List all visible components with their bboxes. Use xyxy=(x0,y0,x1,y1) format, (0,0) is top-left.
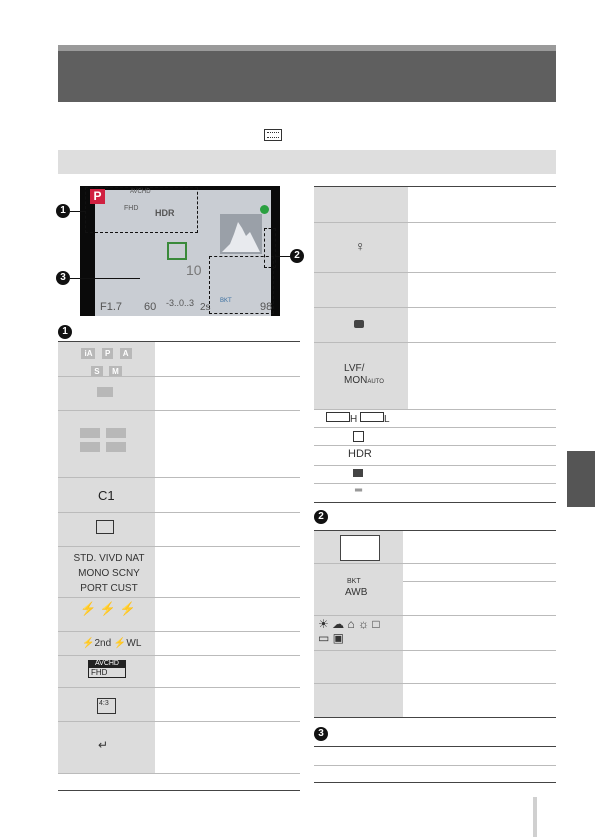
chapter-tab xyxy=(567,451,595,507)
peak-h-label: H xyxy=(350,414,358,425)
ia-chip: iA xyxy=(81,348,95,359)
page-marker xyxy=(533,797,537,837)
table-divider xyxy=(403,581,556,582)
awb-label: AWB xyxy=(345,587,368,598)
fhd-indicator: FHD xyxy=(124,205,139,212)
camera-icon xyxy=(354,320,364,328)
table-divider xyxy=(58,410,300,411)
table-divider xyxy=(314,765,556,766)
af-area-box xyxy=(167,242,187,260)
touch-icons xyxy=(340,535,380,561)
table-divider xyxy=(314,342,556,343)
callout-3: 3 xyxy=(56,271,70,285)
recording-format-icon xyxy=(88,660,126,678)
callout-region-2b xyxy=(264,228,276,268)
table-divider xyxy=(58,597,300,598)
shots-remaining: 98 xyxy=(260,301,273,313)
table-divider xyxy=(58,687,300,688)
table-divider xyxy=(314,445,556,446)
vivd-label: VIVD xyxy=(99,553,123,564)
section-header-bar xyxy=(58,150,556,174)
table-divider xyxy=(314,615,556,616)
table-divider xyxy=(58,376,300,377)
table-divider xyxy=(58,477,300,478)
wireless-label: WL xyxy=(126,638,142,649)
mon-label: MON xyxy=(344,375,368,386)
table-divider xyxy=(314,483,556,484)
histogram xyxy=(220,214,262,254)
histogram-graph xyxy=(220,214,262,254)
callout-1-leader xyxy=(70,211,86,212)
table-divider xyxy=(314,307,556,308)
section-3-marker: 3 xyxy=(314,727,328,741)
table-divider xyxy=(58,631,300,632)
table-divider xyxy=(314,465,556,466)
table-divider xyxy=(58,546,300,547)
bkt-indicator: BKT xyxy=(220,298,232,304)
aspect-ratio-icon: 4:3 xyxy=(97,698,116,714)
table-divider xyxy=(314,427,556,428)
peaking-icons xyxy=(326,412,390,425)
scny-label: SCNY xyxy=(112,568,140,579)
callout-3-leader xyxy=(70,278,140,279)
table-divider xyxy=(58,721,300,722)
focus-indicator xyxy=(260,205,269,214)
creative-video-icon xyxy=(80,428,134,452)
s-chip: S xyxy=(91,366,102,377)
hdr-indicator: HDR xyxy=(155,208,175,218)
table-divider xyxy=(58,341,300,342)
aperture-value: F1.7 xyxy=(100,301,123,313)
second-curtain-label: 2nd xyxy=(94,638,112,649)
movie-icon xyxy=(264,129,282,141)
avchd-indicator: AVCHD xyxy=(130,189,151,195)
table-divider xyxy=(58,655,300,656)
table-divider xyxy=(314,186,556,187)
auto-label: AUTO xyxy=(367,379,384,385)
scene-icon xyxy=(96,520,114,534)
self-timer-value: 10 xyxy=(186,262,202,278)
exposure-scale: -3..0..3 xyxy=(166,298,195,308)
table-divider xyxy=(314,530,556,531)
section-2-marker: 2 xyxy=(314,510,328,524)
multi-exposure-icon xyxy=(353,469,363,477)
title-bar xyxy=(58,45,556,102)
callout-1: 1 xyxy=(56,204,70,218)
m-chip: M xyxy=(109,366,122,377)
table-divider xyxy=(314,222,556,223)
port-label: PORT xyxy=(80,583,108,594)
touch-effect-icon: ♀ xyxy=(355,238,366,254)
table-divider xyxy=(314,683,556,684)
flash-icons: ⚡ ⚡ ⚡ xyxy=(80,601,136,616)
shooting-mode-badge: P xyxy=(90,189,105,204)
table-divider xyxy=(314,746,556,747)
table-divider xyxy=(58,512,300,513)
nat-label: NAT xyxy=(125,553,145,564)
lvf-label: LVF/ xyxy=(344,363,365,374)
table-divider xyxy=(314,502,556,503)
fhd-label: FHD xyxy=(88,667,126,678)
hdr-label: HDR xyxy=(348,448,372,460)
photo-style-icons xyxy=(64,551,154,596)
callout-2-leader xyxy=(276,256,290,257)
movie-mode-icon xyxy=(97,387,113,397)
wb-icons: ☀ ☁ ⌂ ☼ □ ▭ ▣ xyxy=(318,617,380,645)
bkt-label: BKT xyxy=(347,578,361,585)
table-divider xyxy=(314,782,556,783)
section-1-marker: 1 xyxy=(58,325,72,339)
table-divider xyxy=(314,272,556,273)
mode-icons-cell xyxy=(58,343,155,375)
table-divider xyxy=(314,563,556,564)
peak-h-icon xyxy=(326,412,350,422)
table-divider xyxy=(314,650,556,651)
mono-label: MONO xyxy=(78,568,110,579)
p-chip: P xyxy=(102,348,113,359)
monitor-switch-label xyxy=(344,363,384,388)
exposure-icon xyxy=(353,431,364,442)
a-chip: A xyxy=(120,348,132,359)
table-divider xyxy=(314,717,556,718)
shutter-value: 60 xyxy=(144,301,157,313)
std-label: STD. xyxy=(73,553,97,564)
e-shutter-icon: ═ xyxy=(355,485,363,496)
custom-mode-label: C1 xyxy=(98,488,115,503)
burst-indicator: 2s xyxy=(200,302,211,313)
peak-l-icon xyxy=(360,412,384,422)
peak-l-label: L xyxy=(384,414,390,425)
restore-icon: ↵ xyxy=(98,738,109,752)
cust-label: CUST xyxy=(110,583,138,594)
flash-sync-icons: ⚡2nd ⚡WL xyxy=(82,638,142,649)
callout-2: 2 xyxy=(290,249,304,263)
avchd-label: AVCHD xyxy=(88,660,126,667)
table-divider xyxy=(58,790,300,791)
table-divider xyxy=(58,773,300,774)
